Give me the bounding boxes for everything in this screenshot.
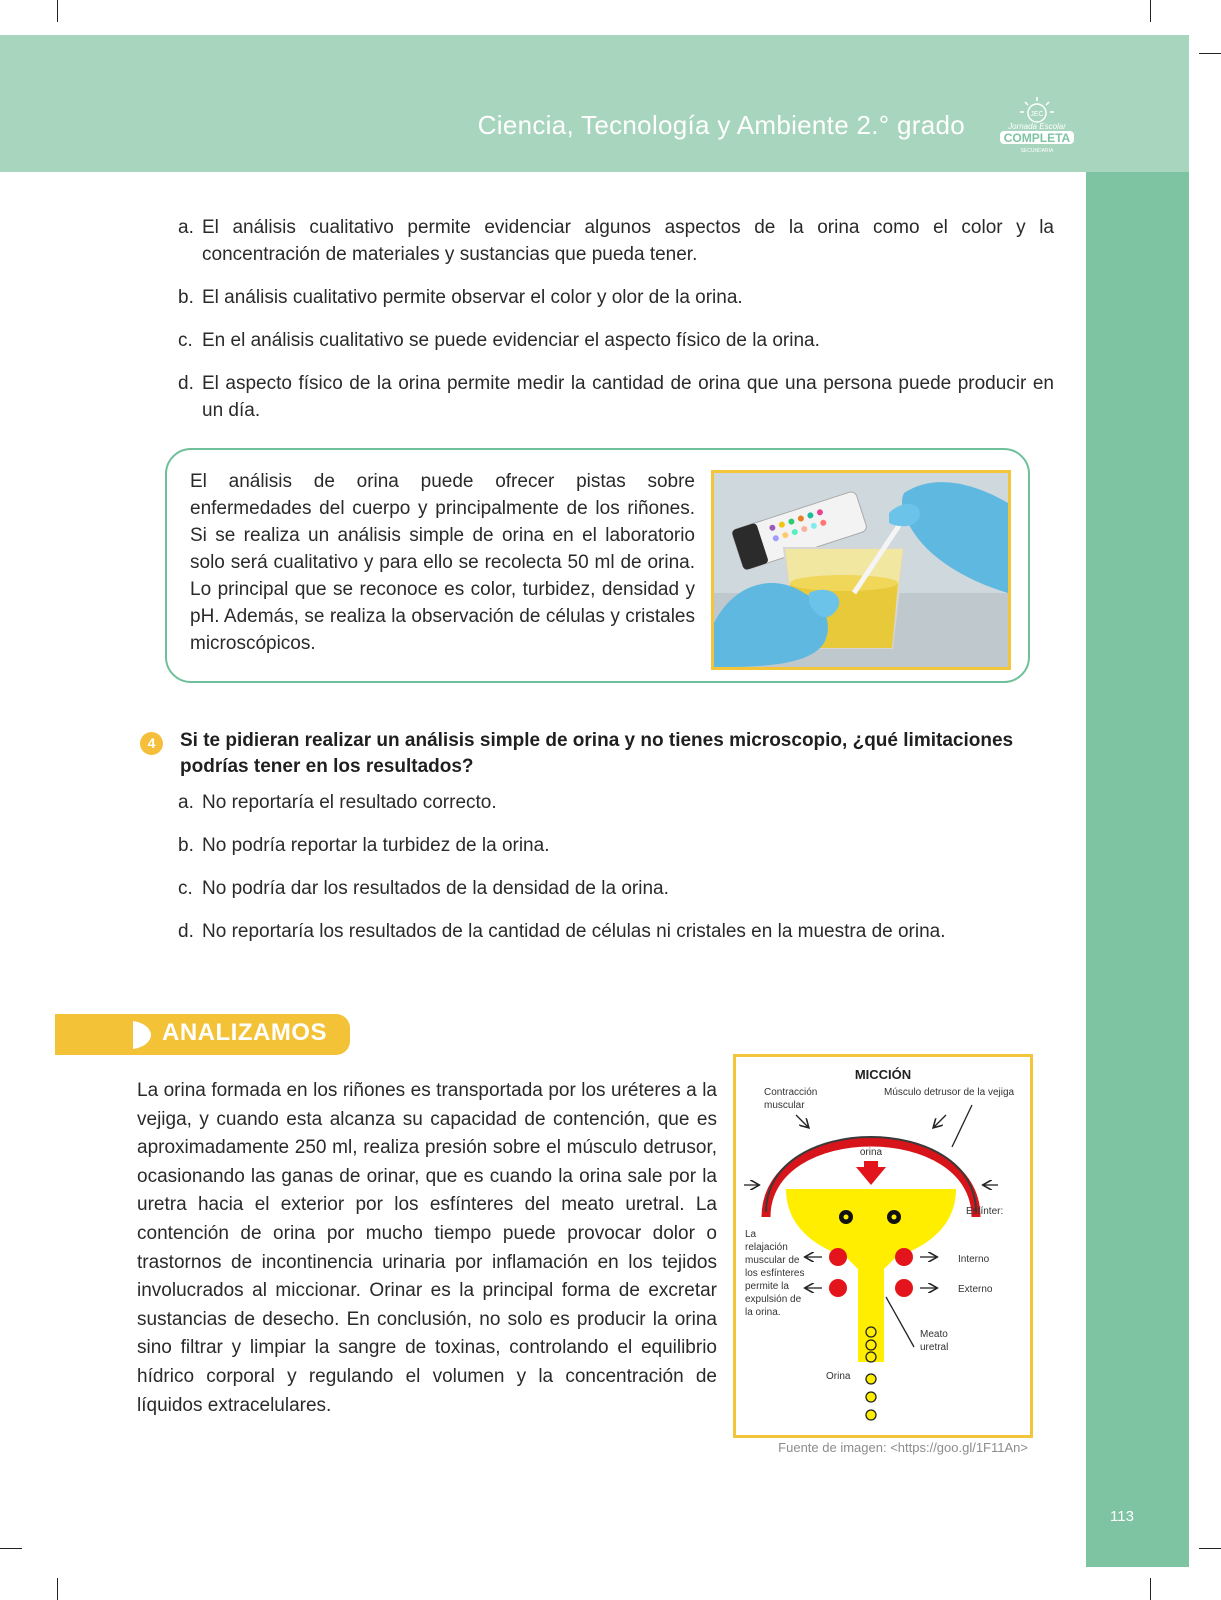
jec-logo	[996, 95, 1078, 155]
label-meato-2: uretral	[920, 1342, 949, 1353]
svg-text:JEC: JEC	[1030, 111, 1044, 118]
crop-mark	[1150, 1578, 1151, 1600]
label-relaxation-4: los esfínteres	[745, 1268, 805, 1279]
label-sphincter: Esfínter:	[966, 1206, 1004, 1217]
analysis-text: La orina formada en los riñones es transportada por los uréteres a la vejiga, y cuando esta alcanza su capacidad de contención, que es aproximadamente 250 ml, realiza presión sobre el músculo detrusor, ocasionando las ganas de orinar, que es cuando la orina sale por la uretra hacia el exterior por los esfínteres del meato uretral. La contención de orina por mucho tiempo puede provocar dolor o trastornos de incontinencia urinaria por inflamación en los tejidos involucrados al miccionar. Orinar es la principal forma de excretar sustancias de desecho. En conclusión, no solo es producir la orina sino filtrar y limpiar la sangre de toxinas, controlando el equilibrio hídrico corporal y regulando el volumen y la concentración de líquidos extracelulares.	[137, 1080, 717, 1416]
label-detrusor: Músculo detrusor de la vejiga	[884, 1087, 1015, 1098]
option-a: a. El análisis cualitativo permite evidenciar algunos aspectos de la orina como el color y la concentración de materiales y sustancias que pueda tener.	[178, 217, 1054, 265]
urine-test-photo	[711, 470, 1011, 670]
crop-mark	[57, 0, 58, 22]
label-contraction-1: Contracción	[764, 1087, 818, 1098]
label-relaxation-7: la orina.	[745, 1307, 781, 1318]
label-orina-bottom: Orina	[826, 1371, 851, 1382]
label-contraction-2: muscular	[764, 1100, 805, 1111]
question-text: Si te pidieran realizar un análisis simple de orina y no tienes microscopio, ¿qué limitaciones podrías tener en los resultados?	[180, 730, 1014, 777]
crop-mark	[0, 1548, 22, 1549]
section-title: ANALIZAMOS	[162, 1019, 327, 1046]
svg-text:SECUNDARIA: SECUNDARIA	[1020, 148, 1054, 154]
crop-mark	[1199, 53, 1221, 54]
q4-option-c: c. No podría dar los resultados de la densidad de la orina.	[178, 878, 669, 899]
q4-option-d: d. No reportaría los resultados de la cantidad de células ni cristales en la muestra de orina.	[178, 921, 946, 942]
crop-mark	[1150, 0, 1151, 22]
label-meato-1: Meato	[920, 1329, 948, 1340]
label-orina-top: orina	[859, 1147, 883, 1158]
question-number-badge: 4	[140, 732, 163, 755]
label-relaxation-1: La	[745, 1229, 757, 1240]
option-c: c. En el análisis cualitativo se puede evidenciar el aspecto físico de la orina.	[178, 330, 820, 351]
svg-text:COMPLETA: COMPLETA	[1003, 131, 1071, 145]
image-source: Fuente de imagen: <https://goo.gl/1F11An>	[778, 1440, 1028, 1455]
q4-option-a: a. No reportaría el resultado correcto.	[178, 792, 497, 813]
miccion-diagram	[733, 1054, 1033, 1438]
q4-option-b: b. No podría reportar la turbidez de la orina.	[178, 835, 550, 856]
label-external: Externo	[958, 1284, 993, 1295]
side-band	[1086, 172, 1189, 1567]
svg-text:Jornada Escolar: Jornada Escolar	[1008, 122, 1066, 131]
label-relaxation-6: expulsión de	[745, 1294, 802, 1305]
header-title: Ciencia, Tecnología y Ambiente 2.° grado	[477, 110, 965, 140]
info-box-text: El análisis de orina puede ofrecer pistas sobre enfermedades del cuerpo y principalmente de los riñones. Si se realiza un análisis simple de orina en el laboratorio solo será cualitativo y para ello se recolecta 50 ml de orina. Lo principal que se reconoce es color, turbidez, densidad y pH. Además, se realiza la observación de células y cristales microscópicos.	[190, 471, 695, 654]
section-marker-icon	[133, 1021, 151, 1049]
label-internal: Interno	[958, 1254, 990, 1265]
page-number: 113	[1110, 1508, 1134, 1525]
crop-mark	[1199, 1548, 1221, 1549]
option-b: b. El análisis cualitativo permite observar el color y olor de la orina.	[178, 287, 743, 308]
label-relaxation-2: relajación	[745, 1242, 788, 1253]
option-d: d. El aspecto físico de la orina permite medir la cantidad de orina que una persona puede producir en un día.	[178, 373, 1054, 421]
label-relaxation-3: muscular de	[745, 1255, 800, 1266]
crop-mark	[57, 1578, 58, 1600]
diagram-title: MICCIÓN	[854, 1067, 912, 1082]
label-relaxation-5: permite la	[745, 1281, 789, 1292]
